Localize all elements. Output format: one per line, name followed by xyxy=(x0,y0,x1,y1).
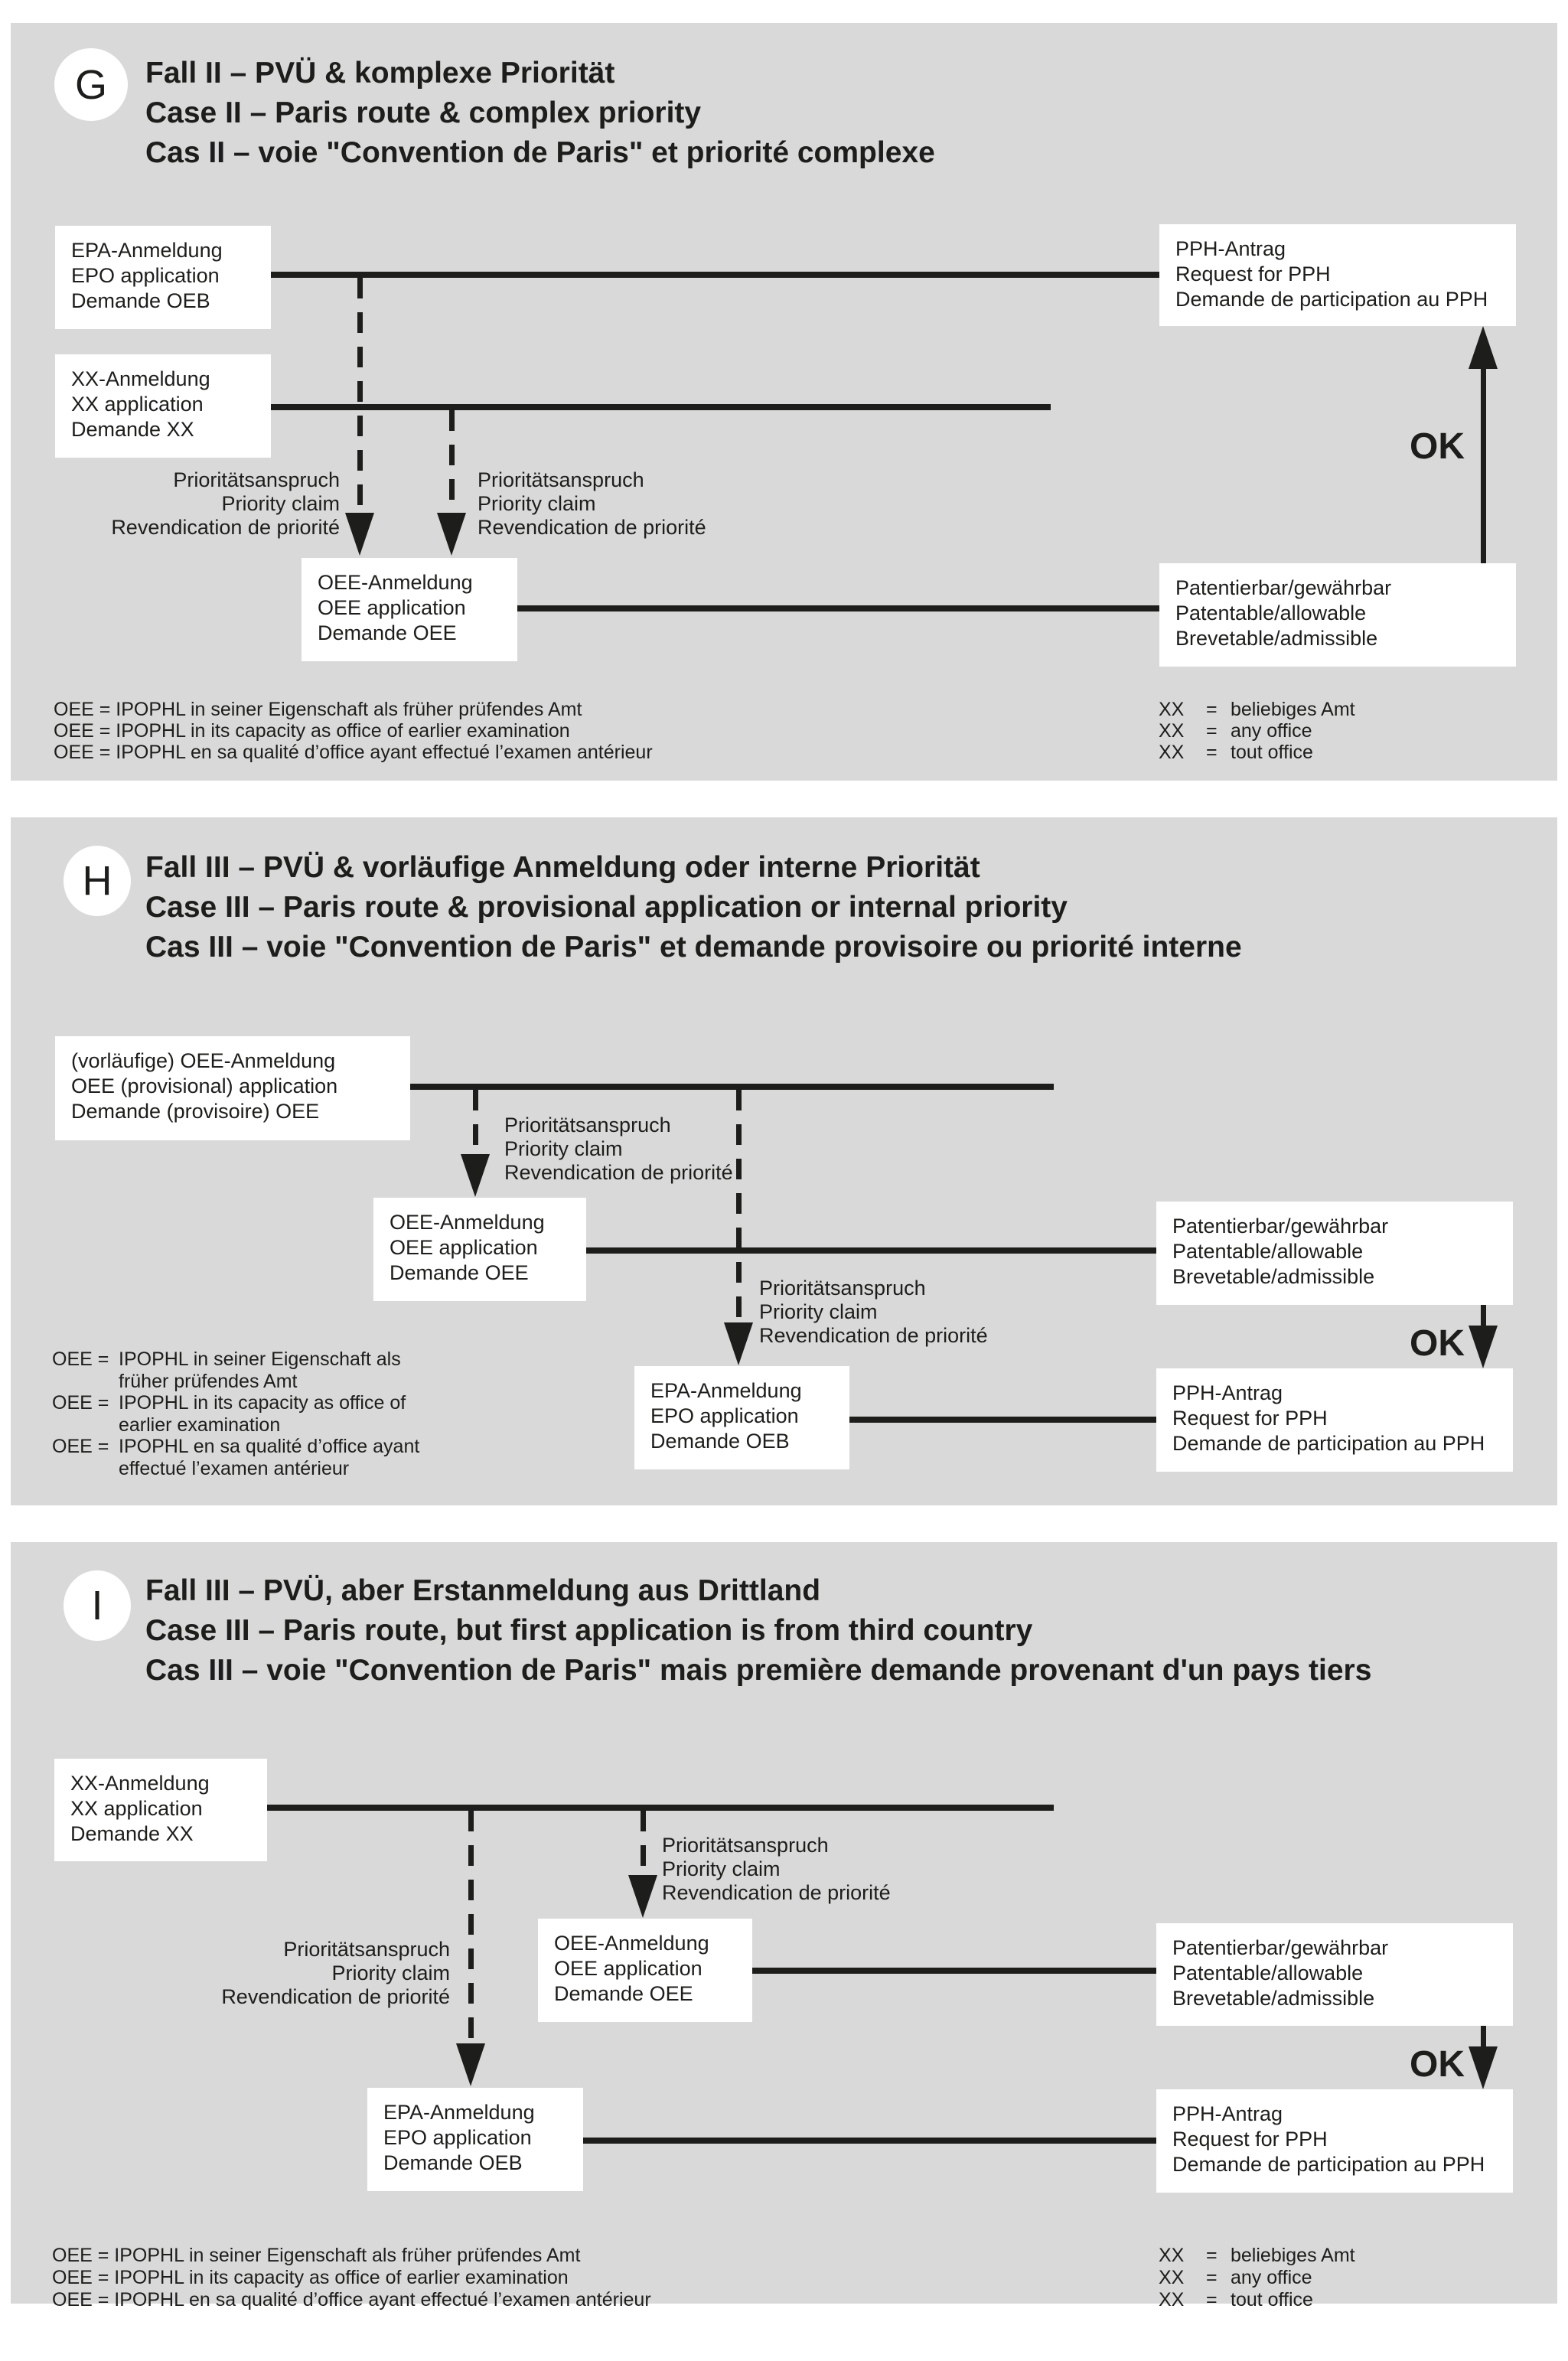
priority-label-fr: Revendication de priorité xyxy=(111,516,340,539)
footnote-line: OEE = IPOPHL en sa qualité d’office ayant effectué l’examen antérieur xyxy=(52,2289,651,2310)
priority-claim-arrowhead-icon xyxy=(456,2043,485,2086)
priority-label-fr: Revendication de priorité xyxy=(662,1881,891,1904)
box-pph-request xyxy=(1156,2089,1513,2193)
box-text-en: Patentable/allowable xyxy=(1175,602,1367,624)
ok-arrowhead-down-icon xyxy=(1469,1326,1498,1368)
box-text-en: EPO application xyxy=(383,2126,532,2149)
box-text-fr: Brevetable/admissible xyxy=(1172,1265,1375,1288)
box-text-en: Request for PPH xyxy=(1172,2128,1328,2151)
priority-claim-arrow-line xyxy=(449,410,455,513)
box-patentable xyxy=(1156,1923,1513,2026)
priority-claim-arrowhead-icon xyxy=(724,1322,753,1365)
box-text-fr: Demande OEB xyxy=(71,289,210,312)
box-text-en: Request for PPH xyxy=(1175,263,1331,285)
box-text-de: OEE-Anmeldung xyxy=(318,571,473,594)
priority-claim-arrow-line xyxy=(468,1811,474,2043)
box-text-de: Patentierbar/gewährbar xyxy=(1172,1215,1389,1238)
priority-claim-arrow-line xyxy=(357,278,363,513)
box-oee-application xyxy=(302,558,517,661)
priority-claim-label xyxy=(759,1277,988,1348)
box-text-fr: Demande de participation au PPH xyxy=(1172,1432,1485,1455)
box-text-fr: Demande XX xyxy=(70,1822,194,1845)
priority-claim-arrowhead-icon xyxy=(345,513,374,556)
footnote-line: OEE = IPOPHL in seiner Eigenschaft als früher prüfendes Amt xyxy=(52,2245,581,2266)
box-text-de: PPH-Antrag xyxy=(1175,237,1286,260)
panel-title-fr: Cas III – voie "Convention de Paris" et demande provisoire ou priorité interne xyxy=(145,931,1242,964)
footnote-line: XX = tout office xyxy=(1159,2289,1313,2310)
priority-claim-label xyxy=(34,468,340,540)
box-text-en: OEE (provisional) application xyxy=(71,1075,338,1097)
ok-arrow-line xyxy=(1481,2026,1486,2048)
box-text-en: OEE application xyxy=(554,1957,703,1980)
box-pph-request xyxy=(1159,224,1516,326)
case-badge-letter: I xyxy=(91,1583,103,1629)
priority-claim-arrow-line xyxy=(641,1811,646,1875)
box-text-fr: Brevetable/admissible xyxy=(1172,1987,1375,2010)
box-text-de: XX-Anmeldung xyxy=(70,1772,210,1795)
box-oee-provisional-application xyxy=(55,1036,410,1140)
priority-label-fr: Revendication de priorité xyxy=(504,1161,733,1184)
footnote-line: OEE = IPOPHL en sa qualité d’office ayant effectué l’examen antérieur xyxy=(54,742,653,763)
timeline-xx-application xyxy=(267,1805,1054,1811)
box-text-en: EPO application xyxy=(650,1404,799,1427)
box-text-de: Patentierbar/gewährbar xyxy=(1172,1936,1389,1959)
panel-title-de: Fall II – PVÜ & komplexe Priorität xyxy=(145,57,615,90)
box-text-fr: Demande OEE xyxy=(390,1261,529,1284)
footnote-line: IPOPHL in seiner Eigenschaft als xyxy=(119,1348,401,1370)
footnote-item: OEE = IPOPHL in seiner Eigenschaft als früher prüfendes Amt xyxy=(52,1348,419,1392)
timeline-oee-application xyxy=(586,1247,1156,1254)
box-text-en: XX application xyxy=(71,393,204,416)
case-badge-h xyxy=(64,846,131,916)
box-text-de: EPA-Anmeldung xyxy=(383,2101,535,2124)
timeline-oee-provisional xyxy=(410,1084,1054,1090)
footnote-line: XX = tout office xyxy=(1159,742,1313,763)
priority-label-de: Prioritätsanspruch xyxy=(478,468,644,491)
box-text-de: XX-Anmeldung xyxy=(71,367,210,390)
footnote-line: IPOPHL en sa qualité d’office ayant xyxy=(119,1436,420,1457)
box-text-de: EPA-Anmeldung xyxy=(650,1379,802,1402)
priority-claim-label xyxy=(662,1834,891,1905)
box-oee-application xyxy=(373,1198,586,1301)
box-patentable xyxy=(1156,1202,1513,1305)
timeline-epo-application xyxy=(271,272,1159,278)
footnote-item: OEE = IPOPHL en sa qualité d’office ayant effectué l’examen antérieur xyxy=(52,1436,420,1479)
priority-claim-arrow-line xyxy=(736,1090,742,1322)
priority-label-fr: Revendication de priorité xyxy=(759,1324,988,1347)
footnote-line: OEE = IPOPHL in its capacity as office of earlier examination xyxy=(54,720,570,742)
box-text-en: OEE application xyxy=(318,596,466,619)
box-xx-application xyxy=(54,1759,267,1861)
panel-title xyxy=(145,54,935,173)
box-text-de: Patentierbar/gewährbar xyxy=(1175,576,1392,599)
timeline-epo-application xyxy=(849,1417,1156,1423)
priority-label-de: Prioritätsanspruch xyxy=(173,468,340,491)
box-epo-application xyxy=(55,226,271,329)
footnote-line: XX = any office xyxy=(1159,2267,1312,2288)
priority-label-de: Prioritätsanspruch xyxy=(759,1277,926,1300)
footnote-line: früher prüfendes Amt xyxy=(119,1370,298,1392)
footnote-line: OEE = IPOPHL in seiner Eigenschaft als früher prüfendes Amt xyxy=(54,699,582,720)
panel-case-g xyxy=(11,23,1557,781)
priority-label-fr: Revendication de priorité xyxy=(221,1985,450,2008)
box-text-de: OEE-Anmeldung xyxy=(390,1211,545,1234)
footnote-line: OEE = IPOPHL in its capacity as office of earlier examination xyxy=(52,2267,569,2288)
ok-arrow-line xyxy=(1481,1305,1486,1327)
box-text-en: Patentable/allowable xyxy=(1172,1962,1364,1984)
priority-label-fr: Revendication de priorité xyxy=(478,516,706,539)
case-badge-letter: H xyxy=(82,858,112,904)
footnote-oee-definitions xyxy=(52,2245,651,2311)
footnote-line: XX = any office xyxy=(1159,720,1312,742)
box-text-fr: Demande OEB xyxy=(383,2151,523,2174)
box-text-en: XX application xyxy=(70,1797,203,1820)
footnote-line: earlier examination xyxy=(119,1414,281,1436)
ok-arrow-line xyxy=(1481,367,1486,563)
box-text-en: OEE application xyxy=(390,1236,538,1259)
panel-title-de: Fall III – PVÜ & vorläufige Anmeldung oder interne Priorität xyxy=(145,851,980,884)
footnote-item: OEE = IPOPHL in its capacity as office of earlier examination xyxy=(52,1392,419,1436)
box-text-fr: Brevetable/admissible xyxy=(1175,627,1378,650)
panel-title-fr: Cas II – voie "Convention de Paris" et priorité complexe xyxy=(145,136,935,169)
panel-title-en: Case III – Paris route, but first application is from third country xyxy=(145,1614,1033,1647)
footnote-xx-definitions xyxy=(1159,699,1355,763)
box-text-de: (vorläufige) OEE-Anmeldung xyxy=(71,1049,336,1072)
box-text-en: EPO application xyxy=(71,264,220,287)
priority-label-en: Priority claim xyxy=(221,492,340,515)
case-badge-g xyxy=(54,48,128,121)
box-text-de: PPH-Antrag xyxy=(1172,1381,1283,1404)
priority-claim-arrowhead-icon xyxy=(437,513,466,556)
footnote-line: effectué l’examen antérieur xyxy=(119,1457,350,1479)
footnote-xx-definitions xyxy=(1159,2245,1355,2311)
box-text-de: OEE-Anmeldung xyxy=(554,1932,709,1955)
box-oee-application xyxy=(538,1919,752,2022)
box-text-fr: Demande OEE xyxy=(318,621,457,644)
priority-label-en: Priority claim xyxy=(478,492,596,515)
priority-label-de: Prioritätsanspruch xyxy=(504,1114,671,1136)
box-xx-application xyxy=(55,354,271,458)
timeline-oee-application xyxy=(517,605,1162,611)
box-text-de: PPH-Antrag xyxy=(1172,2102,1283,2125)
box-text-fr: Demande OEB xyxy=(650,1430,790,1453)
priority-claim-label xyxy=(504,1114,733,1185)
footnote-line: IPOPHL in its capacity as office of xyxy=(119,1392,406,1414)
box-patentable xyxy=(1159,563,1516,667)
box-pph-request xyxy=(1156,1368,1513,1472)
box-epo-application xyxy=(367,2088,583,2191)
ok-label: OK xyxy=(1410,1323,1465,1364)
priority-label-en: Priority claim xyxy=(662,1857,781,1880)
timeline-xx-application xyxy=(271,404,1051,410)
case-badge-i xyxy=(64,1570,131,1641)
priority-label-en: Priority claim xyxy=(331,1962,450,1984)
timeline-oee-application xyxy=(752,1968,1156,1974)
ok-arrowhead-up-icon xyxy=(1469,326,1498,369)
panel-title-en: Case III – Paris route & provisional application or internal priority xyxy=(145,891,1068,924)
box-epo-application xyxy=(634,1366,849,1469)
box-text-en: Request for PPH xyxy=(1172,1407,1328,1430)
timeline-epo-application xyxy=(583,2138,1156,2144)
box-text-en: Patentable/allowable xyxy=(1172,1240,1364,1263)
priority-label-de: Prioritätsanspruch xyxy=(283,1938,450,1961)
priority-claim-arrowhead-icon xyxy=(461,1154,490,1197)
panel-title xyxy=(145,848,1242,967)
box-text-fr: Demande de participation au PPH xyxy=(1175,288,1488,311)
priority-claim-arrowhead-icon xyxy=(628,1875,657,1918)
priority-label-en: Priority claim xyxy=(504,1137,623,1160)
box-text-de: EPA-Anmeldung xyxy=(71,239,223,262)
panel-title-de: Fall III – PVÜ, aber Erstanmeldung aus Drittland xyxy=(145,1574,821,1607)
case-badge-letter: G xyxy=(74,61,107,108)
footnote-line: XX = beliebiges Amt xyxy=(1159,699,1355,720)
box-text-fr: Demande (provisoire) OEE xyxy=(71,1100,320,1123)
footnote-oee-definitions xyxy=(54,699,653,763)
box-text-fr: Demande XX xyxy=(71,418,194,441)
priority-claim-label xyxy=(144,1938,450,2009)
priority-label-en: Priority claim xyxy=(759,1300,878,1323)
panel-title-en: Case II – Paris route & complex priority xyxy=(145,96,702,129)
ok-arrowhead-down-icon xyxy=(1469,2046,1498,2089)
panel-case-h xyxy=(11,817,1557,1505)
panel-case-i xyxy=(11,1542,1557,2310)
box-text-fr: Demande de participation au PPH xyxy=(1172,2153,1485,2176)
ok-label: OK xyxy=(1410,426,1465,467)
priority-claim-label xyxy=(478,468,706,540)
panel-title xyxy=(145,1571,1371,1691)
box-text-fr: Demande OEE xyxy=(554,1982,693,2005)
priority-label-de: Prioritätsanspruch xyxy=(662,1834,829,1857)
panel-title-fr: Cas III – voie "Convention de Paris" mais première demande provenant d'un pays tiers xyxy=(145,1654,1372,1687)
ok-label: OK xyxy=(1410,2044,1465,2085)
priority-claim-arrow-line xyxy=(473,1090,478,1154)
footnote-oee-definitions xyxy=(52,1348,419,1479)
footnote-line: XX = beliebiges Amt xyxy=(1159,2245,1355,2266)
